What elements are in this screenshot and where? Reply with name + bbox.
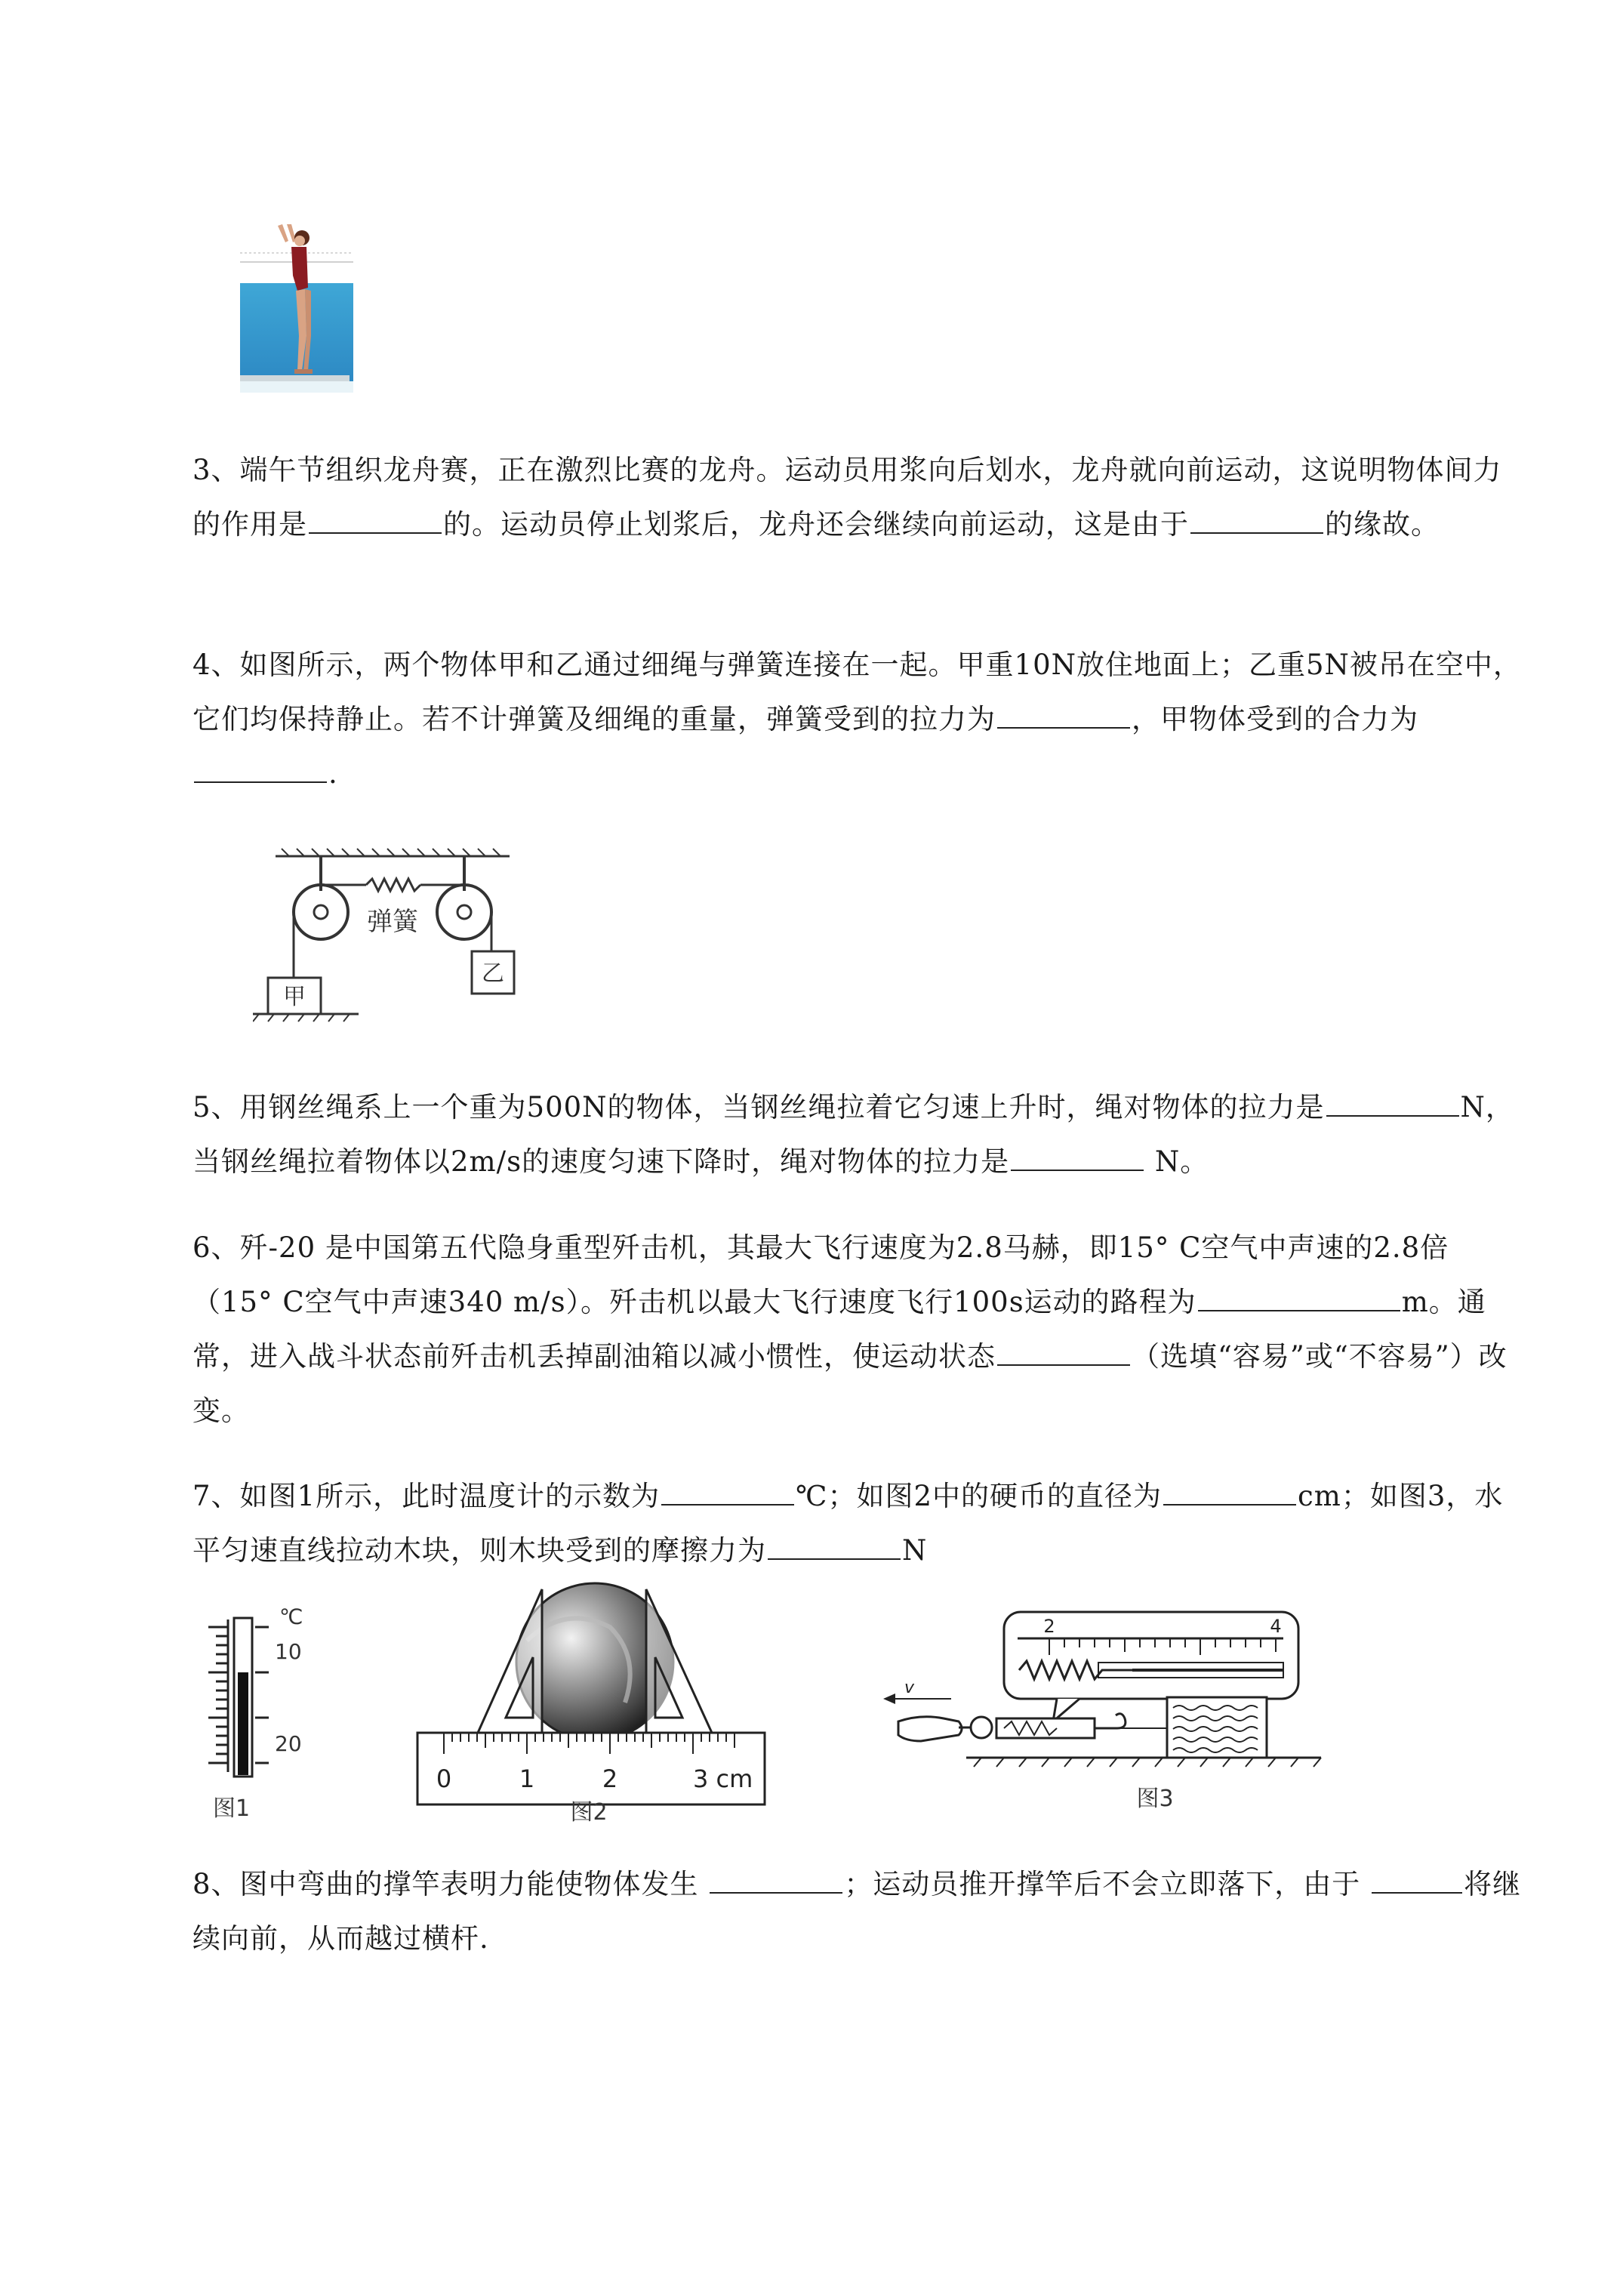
thermometer-figure (198, 1597, 319, 1823)
question-text: 将继续向前，从而越过横杆. (192, 1868, 1522, 1955)
ruler-tick-0: 0 (436, 1764, 452, 1793)
spring-coil (366, 879, 420, 891)
thermometer-tick-bottom: 20 (275, 1731, 302, 1756)
answer-blank[interactable] (997, 726, 1130, 729)
question-5 (192, 1080, 1529, 1189)
ruler-coin-figure (414, 1574, 776, 1823)
question-text: . (328, 757, 338, 790)
answer-blank[interactable] (1326, 1114, 1459, 1117)
pulley-spring-figure (253, 846, 525, 1034)
scale-mark-left: 2 (1043, 1616, 1055, 1637)
thermometer-unit: ℃ (279, 1604, 303, 1629)
spring-label: 弹簧 (367, 907, 418, 937)
ruler-tick-1: 1 (519, 1764, 535, 1793)
answer-blank[interactable] (710, 1891, 842, 1894)
question-number: 4、 (192, 649, 240, 681)
question-text: 的。运动员停止划浆后，龙舟还会继续向前运动，这是由于 (443, 508, 1189, 541)
question-text: N (902, 1534, 928, 1567)
left-pulley (294, 885, 348, 939)
figure-caption: 图3 (1136, 1786, 1174, 1812)
question-4 (192, 638, 1529, 801)
question-number: 3、 (192, 454, 240, 486)
block-jia-label: 甲 (283, 984, 306, 1010)
thermometer-tick-top: 10 (275, 1639, 302, 1664)
right-pulley (437, 885, 491, 939)
answer-blank[interactable] (1190, 532, 1323, 534)
question-text: ，甲物体受到的合力为 (1132, 703, 1418, 735)
question-8 (192, 1857, 1529, 1966)
question-text: 的缘故。 (1325, 508, 1440, 541)
question-number: 6、 (192, 1231, 240, 1264)
question-text: N。 (1145, 1145, 1209, 1178)
question-text: 端午节组织龙舟赛，正在激烈比赛的龙舟。运动员用浆向后划水，龙舟就向前运动，这说明物体间力的作用是 (192, 454, 1502, 541)
block-yi-label: 乙 (482, 960, 504, 987)
ruler-tick-3: 3 cm (693, 1764, 753, 1793)
figure-caption: 图2 (570, 1799, 608, 1823)
question-number: 7、 (192, 1480, 240, 1512)
question-text: N，当钢丝绳拉着物体以2m/s的速度匀速下降时，绳对物体的拉力是 (192, 1091, 1514, 1178)
figure-caption: 图1 (213, 1795, 251, 1822)
question-7 (192, 1469, 1529, 1578)
question-number: 8、 (192, 1868, 240, 1900)
question-text: 歼-20 是中国第五代隐身重型歼击机，其最大飞行速度为2.8马赫，即15° C空气中声速的2.8倍（15° C空气中声速340 m/s）。歼击机以最大飞行速度飞行100s运动的路程为 (192, 1231, 1449, 1318)
question-text: 用钢丝绳系上一个重为500N的物体，当钢丝绳拉着它匀速上升时，绳对物体的拉力是 (239, 1091, 1325, 1123)
answer-blank[interactable] (1011, 1169, 1144, 1171)
question-text: ℃；如图2中的硬币的直径为 (796, 1480, 1163, 1512)
question-6 (192, 1221, 1529, 1438)
question-text: 图中弯曲的撑竿表明力能使物体发生 (239, 1868, 709, 1900)
question-text: （选填“容易”或“不容易”）改变。 (192, 1340, 1508, 1427)
answer-blank[interactable] (997, 1364, 1130, 1366)
answer-blank[interactable] (1372, 1891, 1462, 1894)
answer-blank[interactable] (1163, 1503, 1296, 1505)
answer-blank[interactable] (1198, 1309, 1400, 1311)
question-text: 如图所示，两个物体甲和乙通过细绳与弹簧连接在一起。甲重10N放住地面上；乙重5N被吊在空中，它们均保持静止。若不计弹簧及细绳的重量，弹簧受到的拉力为 (192, 649, 1522, 735)
answer-blank[interactable] (661, 1503, 794, 1505)
answer-blank[interactable] (194, 781, 327, 783)
question-text: ；运动员推开撑竿后不会立即落下，由于 (844, 1868, 1371, 1900)
diver-photo (240, 215, 353, 393)
question-text: 如图1所示，此时温度计的示数为 (239, 1480, 661, 1512)
question-3 (192, 443, 1529, 552)
ruler-tick-2: 2 (602, 1764, 618, 1793)
answer-blank[interactable] (309, 532, 442, 534)
velocity-label: v (904, 1678, 915, 1697)
answer-blank[interactable] (768, 1558, 901, 1560)
question-text: m。通常，进入战斗状态前歼击机丢掉副油箱以减小惯性，使运动状态 (192, 1286, 1486, 1373)
spring-scale-figure (876, 1608, 1329, 1823)
scale-mark-right: 4 (1270, 1616, 1282, 1637)
question-text: cm；如图3，水平匀速直线拉动木块，则木块受到的摩擦力为 (192, 1480, 1504, 1567)
question-number: 5、 (192, 1091, 240, 1123)
thermometer-column (238, 1672, 248, 1775)
hand (898, 1717, 962, 1741)
